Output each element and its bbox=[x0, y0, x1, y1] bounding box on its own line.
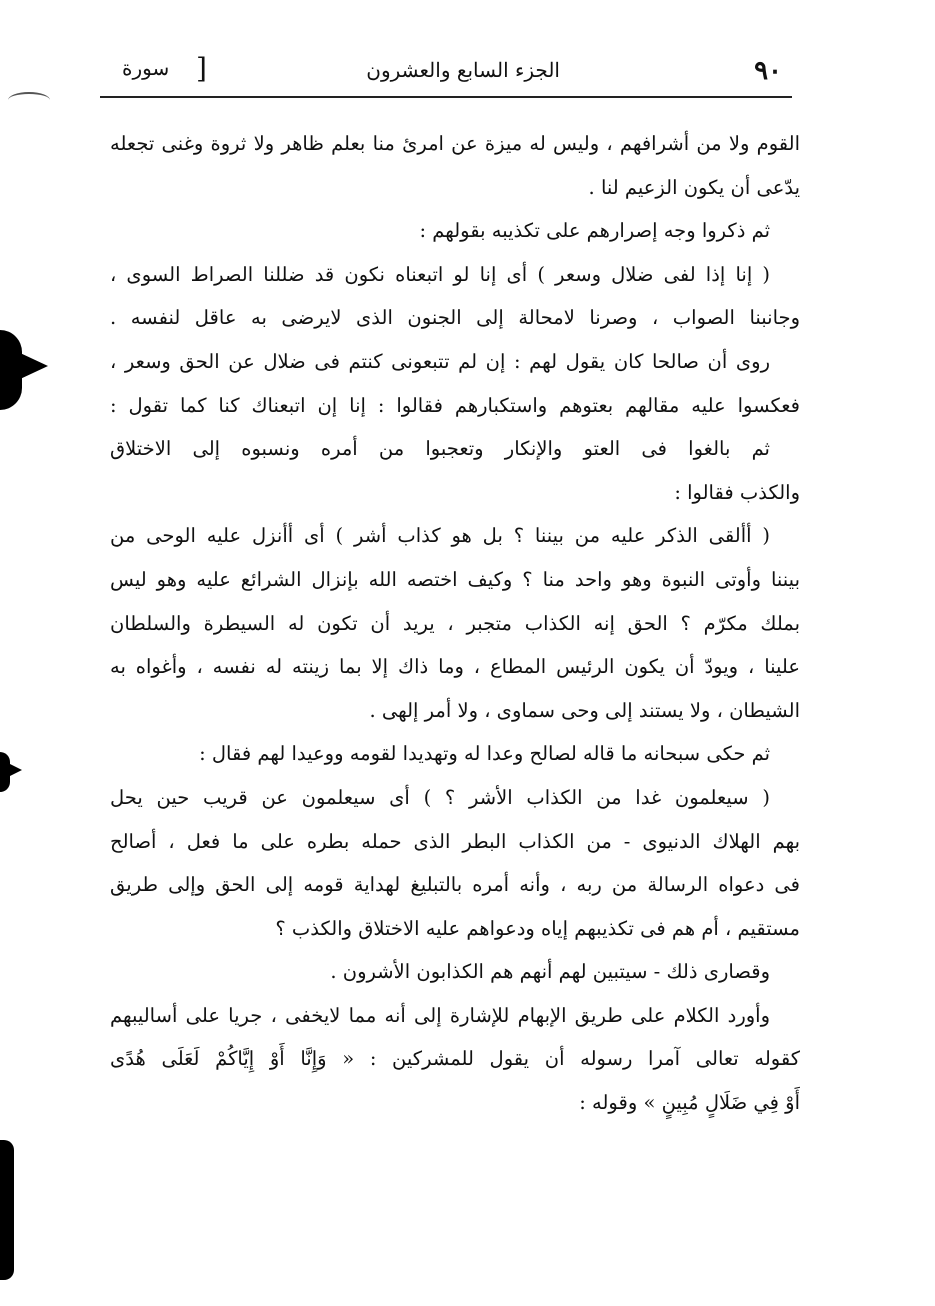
text-line: ( إنا إذا لفى ضلال وسعر ) أى إنا لو اتبعناه نكون قد ضللنا الصراط السوى ، bbox=[110, 262, 770, 286]
text-line: ( سيعلمون غدا من الكذاب الأشر ؟ ) أى سيعلمون عن قريب حين يحل bbox=[110, 785, 770, 809]
text-line: كقوله تعالى آمرا رسوله أن يقول للمشركين : « وَإِنَّا أَوْ إِيَّاكُمْ لَعَلَى هُدًى bbox=[110, 1047, 800, 1071]
header-rule bbox=[100, 96, 792, 98]
text-line: الشيطان ، ولا يستند إلى وحى سماوى ، ولا أمر إلهى . bbox=[369, 698, 800, 722]
text-line: روى أن صالحا كان يقول لهم : إن لم تتبعونى كنتم فى ضلال عن الحق وسعر ، bbox=[110, 349, 770, 373]
text-line: ثم حكى سبحانه ما قاله لصالح وعدا له وتهديدا لقومه ووعيدا لهم فقال : bbox=[199, 742, 770, 766]
running-title: الجزء السابع والعشرون bbox=[366, 58, 560, 82]
text-line: بملك مكرّم ؟ الحق إنه الكذاب متجبر ، يريد أن تكون له السيطرة والسلطان bbox=[110, 611, 800, 635]
text-line: ثم ذكروا وجه إصرارهم على تكذيبه بقولهم : bbox=[419, 219, 770, 243]
scan-blot bbox=[6, 762, 22, 778]
text-line: القوم ولا من أشرافهم ، وليس له ميزة عن امرئ منا بعلم ظاهر ولا ثروة وغنى تجعله bbox=[110, 132, 800, 155]
text-line: وأورد الكلام على طريق الإبهام للإشارة إلى أنه مما لايخفى ، جريا على أساليبهم bbox=[110, 1003, 770, 1027]
text-line: بهم الهلاك الدنيوى - من الكذاب البطر الذى حمله بطره على ما فعل ، أصالح bbox=[110, 829, 800, 853]
scan-blot bbox=[18, 352, 48, 380]
text-line: والكذب فقالوا : bbox=[674, 480, 800, 504]
text-line: فى دعواه الرسالة من ربه ، وأنه أمره بالتبليغ لهداية قومه إلى الحق وإلى طريق bbox=[110, 873, 800, 897]
sura-label: سورة bbox=[122, 56, 170, 80]
page-header bbox=[100, 52, 790, 92]
text-line: وجانبنا الصواب ، وصرنا لامحالة إلى الجنون الذى لايرضى به عاقل لنفسه . bbox=[110, 306, 800, 330]
scan-mark bbox=[8, 92, 50, 108]
body-text bbox=[110, 122, 800, 1125]
text-line: فعكسوا عليه مقالهم بعتوهم واستكبارهم فقالوا : إنا إن اتبعناك كنا كما تقول : bbox=[110, 393, 800, 417]
text-line: ثم بالغوا فى العتو والإنكار وتعجبوا من أمره ونسبوه إلى الاختلاق bbox=[110, 437, 770, 461]
text-line: وقصارى ذلك - سيتبين لهم أنهم هم الكذابون الأشرون . bbox=[330, 960, 770, 984]
page-number: ٩٠ bbox=[754, 56, 782, 86]
text-line: علينا ، ويودّ أن يكون الرئيس المطاع ، وما ذاك إلا بما زينته له نفسه ، وأغواه به bbox=[110, 655, 800, 679]
text-line: أَوْ فِي ضَلَالٍ مُبِينٍ » وقوله : bbox=[579, 1091, 800, 1115]
text-line: ( أألقى الذكر عليه من بيننا ؟ بل هو كذاب أشر ) أى أأنزل عليه الوحى من bbox=[110, 524, 770, 548]
text-line: مستقيم ، أم هم فى تكذيبهم إياه ودعواهم عليه الاختلاق والكذب ؟ bbox=[275, 916, 800, 940]
sura-bracket: [ bbox=[196, 52, 207, 85]
text-line: بيننا وأوتى النبوة وهو واحد منا ؟ وكيف اختصه الله بإنزال الشرائع عليه وهو ليس bbox=[110, 567, 800, 591]
text-line: يدّعى أن يكون الزعيم لنا . bbox=[588, 175, 800, 199]
scan-blot bbox=[0, 1140, 14, 1280]
